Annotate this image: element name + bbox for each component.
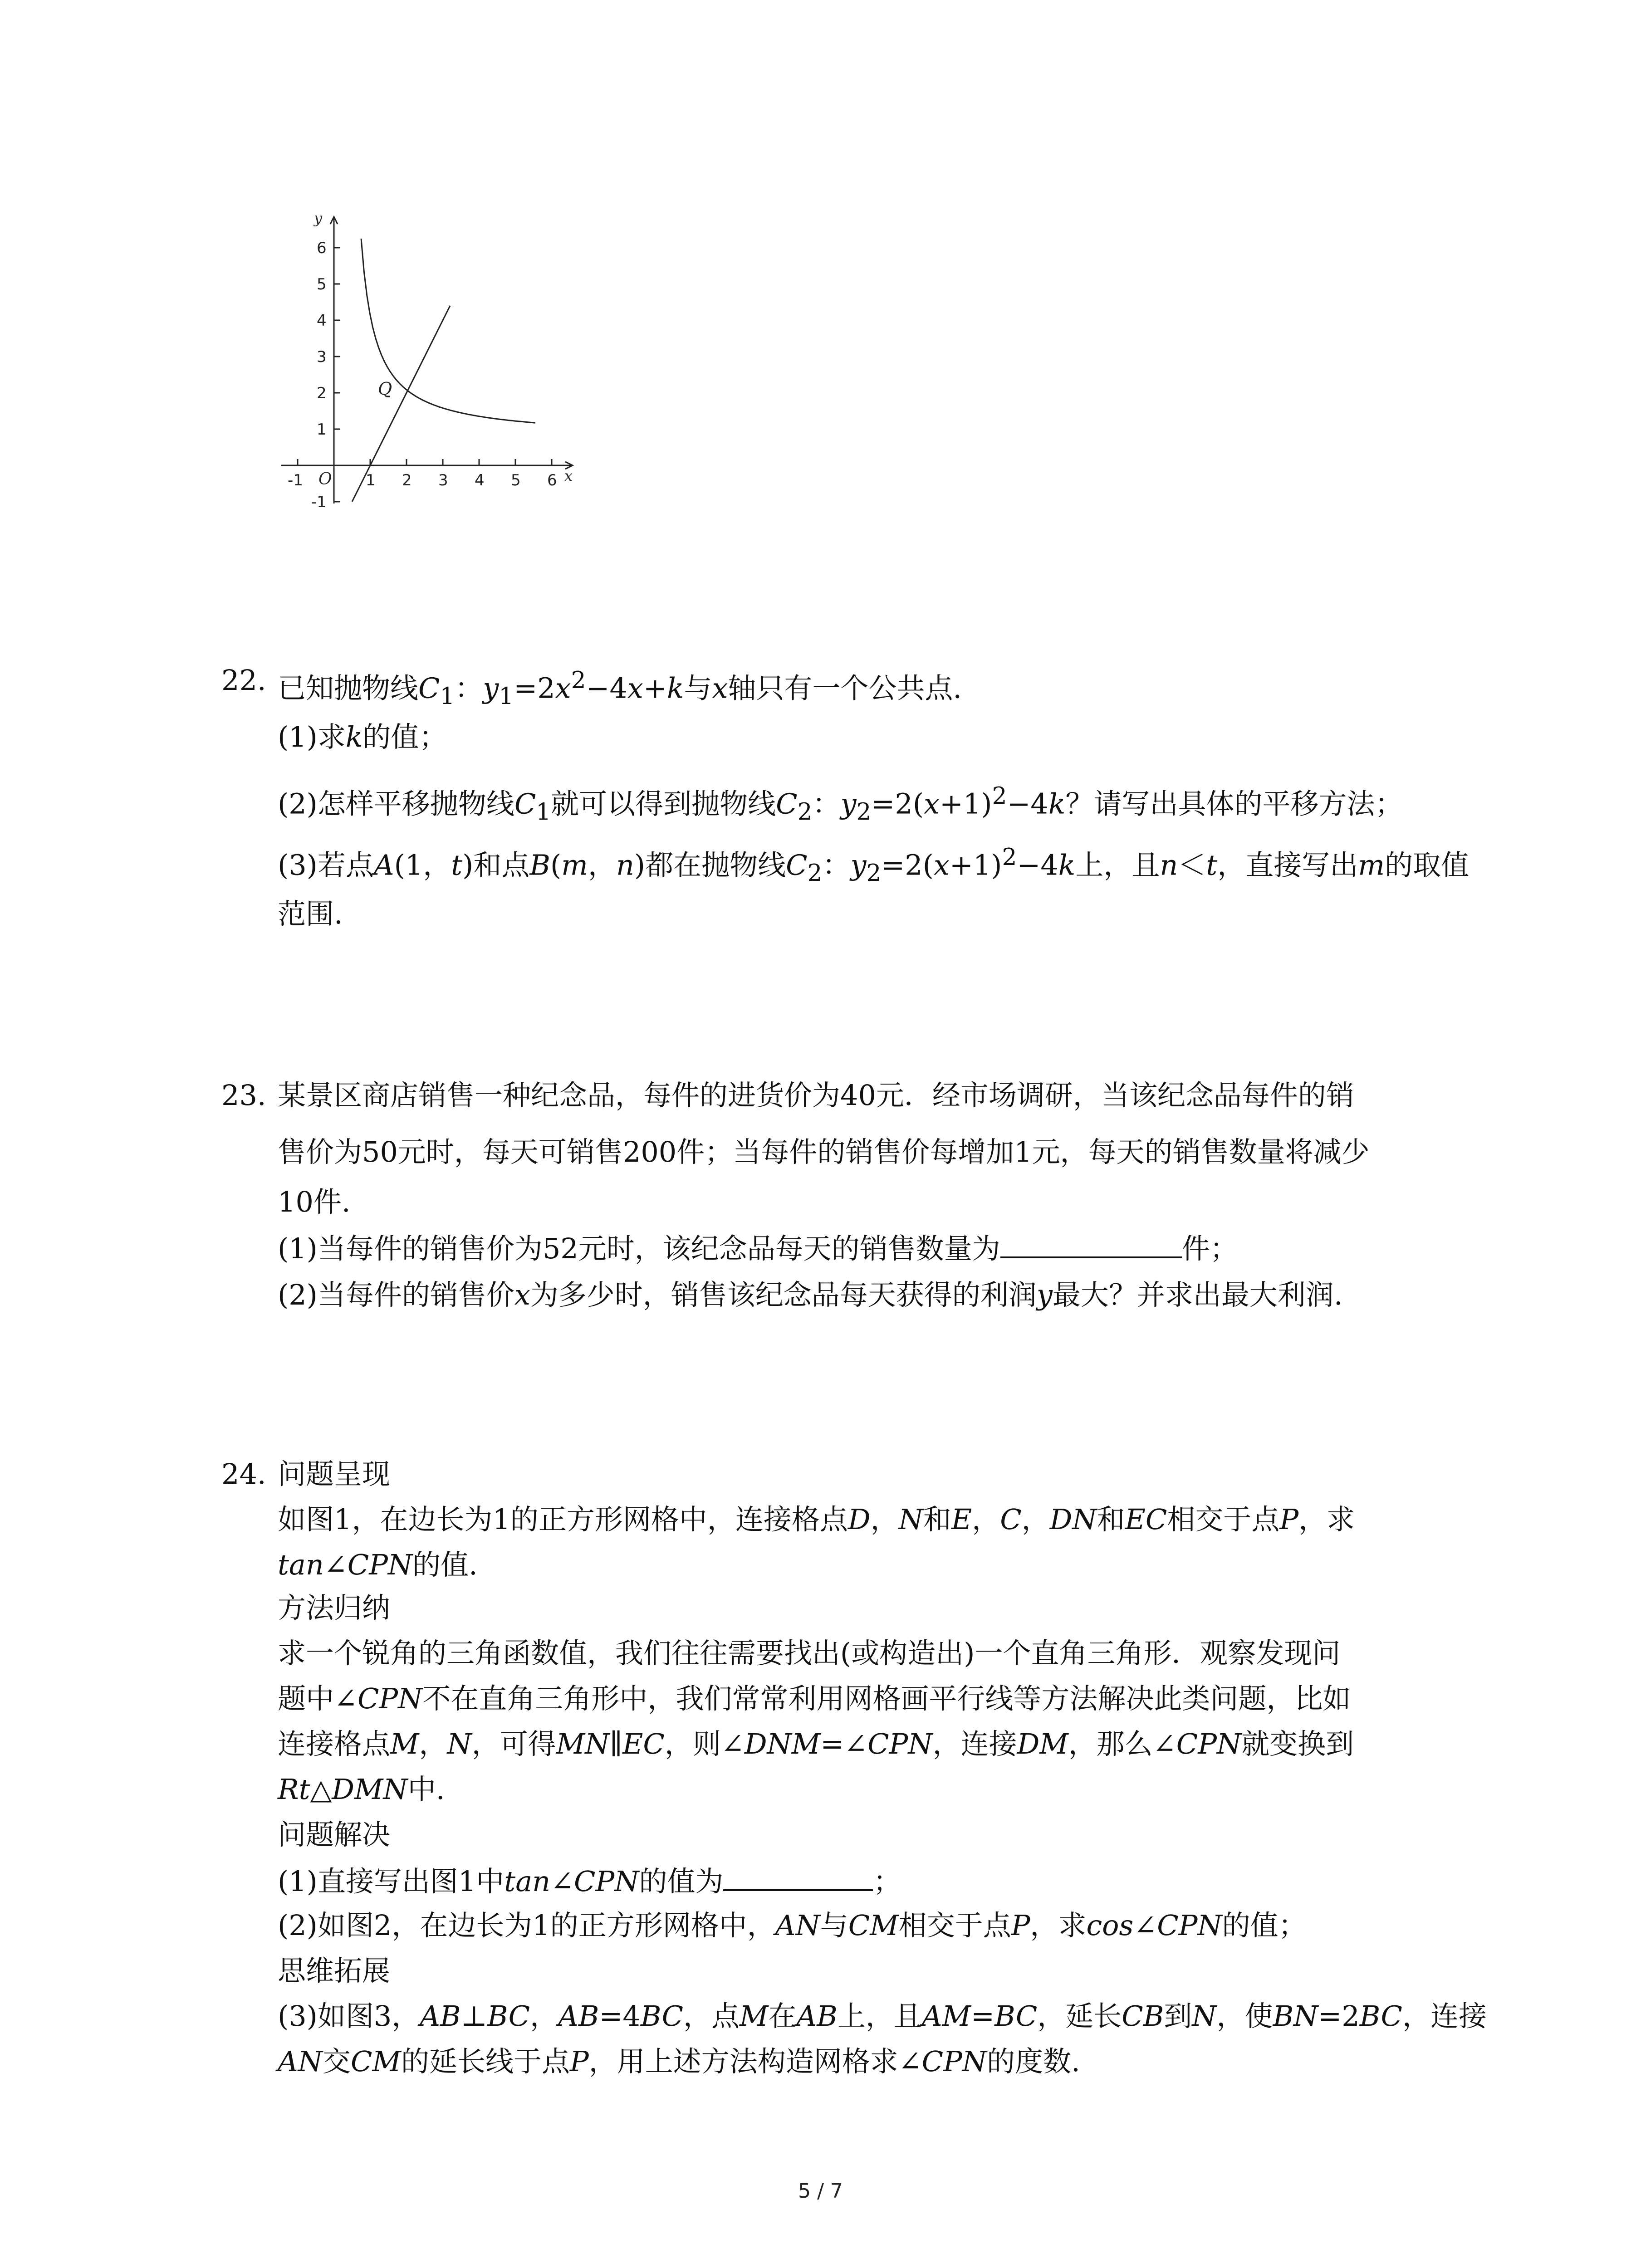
y-tick-label: 2: [317, 384, 327, 402]
q24-heading-problem: 问题呈现: [278, 1457, 391, 1491]
y-tick-label: -1: [311, 493, 327, 511]
q22-part-2: (2)怎样平移抛物线$C_1$就可以得到抛物线$C_2$：$y_2=2(x+1)^2-4k$？请写出具体的平移方法；: [278, 782, 1403, 826]
q24-heading-extend: 思维拓展: [278, 1954, 391, 1987]
question-number: 24.: [221, 1457, 266, 1491]
straight-line: [352, 306, 450, 502]
q22-part-1: (1)求k的值；: [278, 720, 447, 753]
q23-part-1: (1)当每件的销售价为52元时，该纪念品每天的销售数量为 件；: [278, 1229, 1238, 1267]
x-tick-label: 3: [438, 471, 448, 489]
page-number: 5 / 7: [798, 2180, 843, 2203]
q22-stem: 已知抛物线$C_1$：$y_1=2x^2-4x+k$与x轴只有一个公共点.: [278, 667, 962, 710]
y-tick-label: 1: [317, 420, 327, 439]
question-number: 23.: [221, 1079, 266, 1112]
q24-sub-1: (1)直接写出图1中tan∠CPN的值为 ；: [278, 1862, 901, 1900]
q23-line-3: 10件.: [278, 1185, 351, 1218]
question-number: 22.: [221, 664, 266, 697]
q24-para-2-line-3: 连接格点M，N，可得MN∥EC，则∠DNM=∠CPN，连接DM，那么∠CPN就变换到: [278, 1727, 1354, 1760]
y-axis-label: y: [314, 210, 323, 227]
y-tick-label: 5: [317, 275, 327, 293]
q24-para-2-line-4: Rt△DMN中.: [278, 1773, 445, 1806]
q24-para-1: 如图1，在边长为1的正方形网格中，连接格点D，N和E，C，DN和EC相交于点P，求: [278, 1503, 1355, 1536]
point-q-label: Q: [378, 379, 392, 399]
y-tick-label: 6: [317, 239, 327, 257]
x-tick-label: 5: [511, 471, 521, 489]
answer-blank: [723, 1862, 873, 1891]
q24-heading-solve: 问题解决: [278, 1818, 391, 1851]
q23-line-2: 售价为50元时，每天可销售200件；当每件的销售价每增加1元，每天的销售数量将减少: [278, 1135, 1370, 1168]
x-tick-label: 4: [475, 471, 485, 489]
function-graph: [254, 200, 581, 526]
q22-part-3-cont: 范围.: [278, 897, 343, 930]
q24-para-1-cont: tan∠CPN的值.: [278, 1548, 478, 1581]
q24-sub-3: (3)如图3，AB⊥BC，AB=4BC，点M在AB上，且AM=BC，延长CB到N，使BN=2BC，连接: [278, 1999, 1487, 2033]
x-axis-label: x: [564, 467, 573, 484]
q23-part-2: (2)当每件的销售价x为多少时，销售该纪念品每天获得的利润y最大？并求出最大利润.: [278, 1278, 1343, 1311]
q24-para-2: 求一个锐角的三角函数值，我们往往需要找出(或构造出)一个直角三角形．观察发现问: [278, 1637, 1341, 1670]
y-tick-label: 4: [317, 312, 327, 330]
y-tick-label: 3: [317, 348, 327, 366]
q22-part-3: (3)若点A(1，t)和点B(m，n)都在抛物线$C_2$：$y_2=2(x+1)^2-4k$上，且n＜t，直接写出m的取值: [278, 844, 1470, 887]
q24-heading-method: 方法归纳: [278, 1591, 391, 1624]
q24-sub-3-cont: AN交CM的延长线于点P，用上述方法构造网格求∠CPN的度数.: [278, 2045, 1080, 2078]
q23-line-1: 某景区商店销售一种纪念品，每件的进货价为40元．经市场调研，当该纪念品每件的销: [278, 1079, 1354, 1112]
q24-para-2-line-2: 题中∠CPN不在直角三角形中，我们常常利用网格画平行线等方法解决此类问题，比如: [278, 1682, 1351, 1715]
x-tick-label: 6: [547, 471, 557, 489]
answer-blank: [1000, 1229, 1182, 1258]
origin-label: O: [318, 470, 332, 489]
q24-sub-2: (2)如图2，在边长为1的正方形网格中，AN与CM相交于点P，求cos∠CPN的值；: [278, 1909, 1307, 1942]
x-tick-label: 2: [402, 471, 412, 489]
x-tick-label: -1: [288, 471, 303, 489]
x-tick-label: 1: [366, 471, 376, 489]
